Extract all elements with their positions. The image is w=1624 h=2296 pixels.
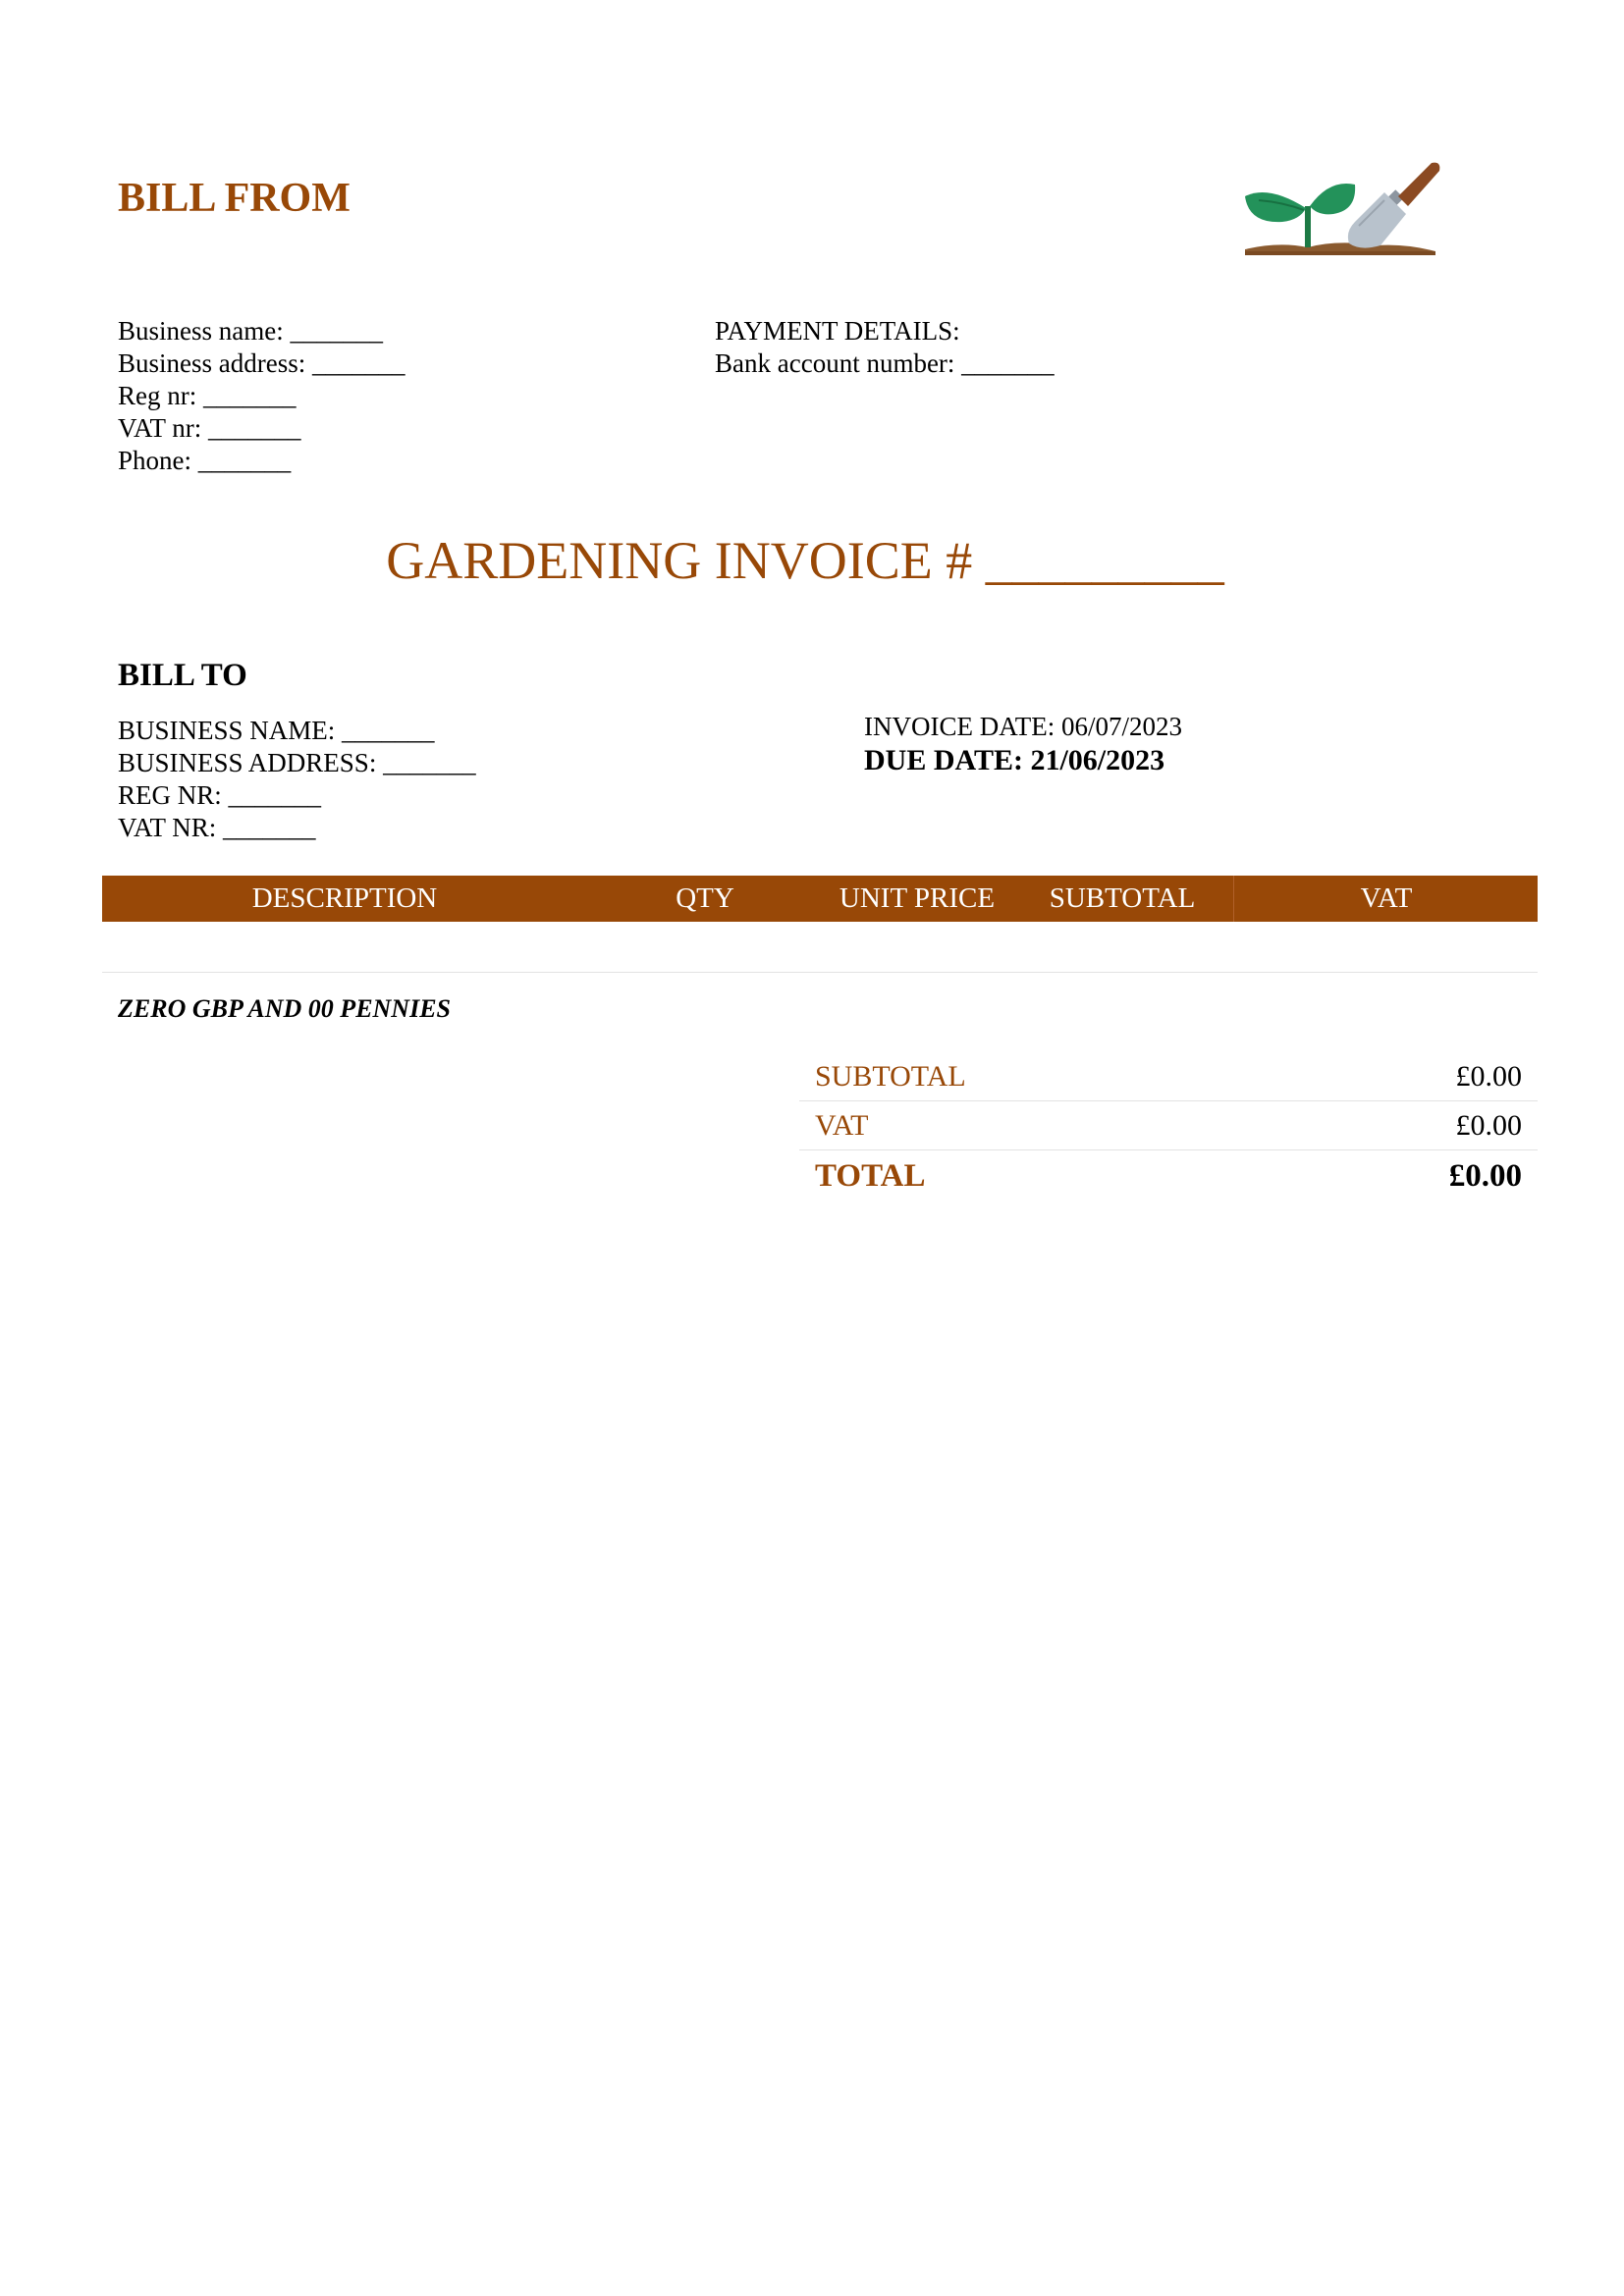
due-date: DUE DATE: 21/06/2023	[864, 744, 1165, 776]
invoice-title: GARDENING INVOICE # _________	[386, 531, 1224, 590]
vat-label: VAT	[815, 1109, 869, 1142]
payment-details	[715, 315, 1055, 380]
bill-to-heading: BILL TO	[118, 658, 247, 693]
bank-account-number: Bank account number: _______	[715, 348, 1055, 378]
from-vat-nr: VAT nr: _______	[118, 413, 301, 443]
bill-from-heading: BILL FROM	[118, 176, 351, 221]
column-unit-price: UNIT PRICE	[839, 882, 996, 914]
gardening-logo-icon	[1239, 157, 1445, 260]
amount-in-words: ZERO GBP AND 00 PENNIES	[118, 994, 452, 1023]
from-business-address: Business address: _______	[118, 348, 406, 378]
invoice-dates	[864, 711, 1182, 778]
subtotal-label: SUBTOTAL	[815, 1060, 966, 1093]
from-reg-nr: Reg nr: _______	[118, 381, 297, 410]
to-vat-nr: VAT NR: _______	[118, 813, 316, 842]
items-table-divider	[102, 972, 1538, 973]
total-value: £0.00	[1448, 1158, 1522, 1194]
subtotal-value: £0.00	[1455, 1060, 1522, 1093]
column-vat: VAT	[1233, 876, 1539, 922]
totals-table	[799, 1052, 1538, 1199]
column-qty: QTY	[676, 882, 734, 914]
bill-from-details	[118, 315, 406, 477]
subtotal-row	[799, 1052, 1538, 1101]
total-row	[799, 1150, 1538, 1199]
payment-heading: PAYMENT DETAILS:	[715, 316, 960, 346]
to-reg-nr: REG NR: _______	[118, 780, 322, 810]
bill-to-details	[118, 715, 476, 844]
invoice-date: INVOICE DATE: 06/07/2023	[864, 712, 1182, 741]
from-business-name: Business name: _______	[118, 316, 383, 346]
total-label: TOTAL	[815, 1158, 926, 1194]
items-table-header	[102, 876, 1538, 922]
vat-row	[799, 1101, 1538, 1150]
column-description: DESCRIPTION	[251, 882, 438, 914]
from-phone: Phone: _______	[118, 446, 292, 475]
vat-value: £0.00	[1455, 1109, 1522, 1142]
column-subtotal: SUBTOTAL	[1049, 882, 1196, 914]
to-business-name: BUSINESS NAME: _______	[118, 716, 435, 745]
to-business-address: BUSINESS ADDRESS: _______	[118, 748, 476, 777]
